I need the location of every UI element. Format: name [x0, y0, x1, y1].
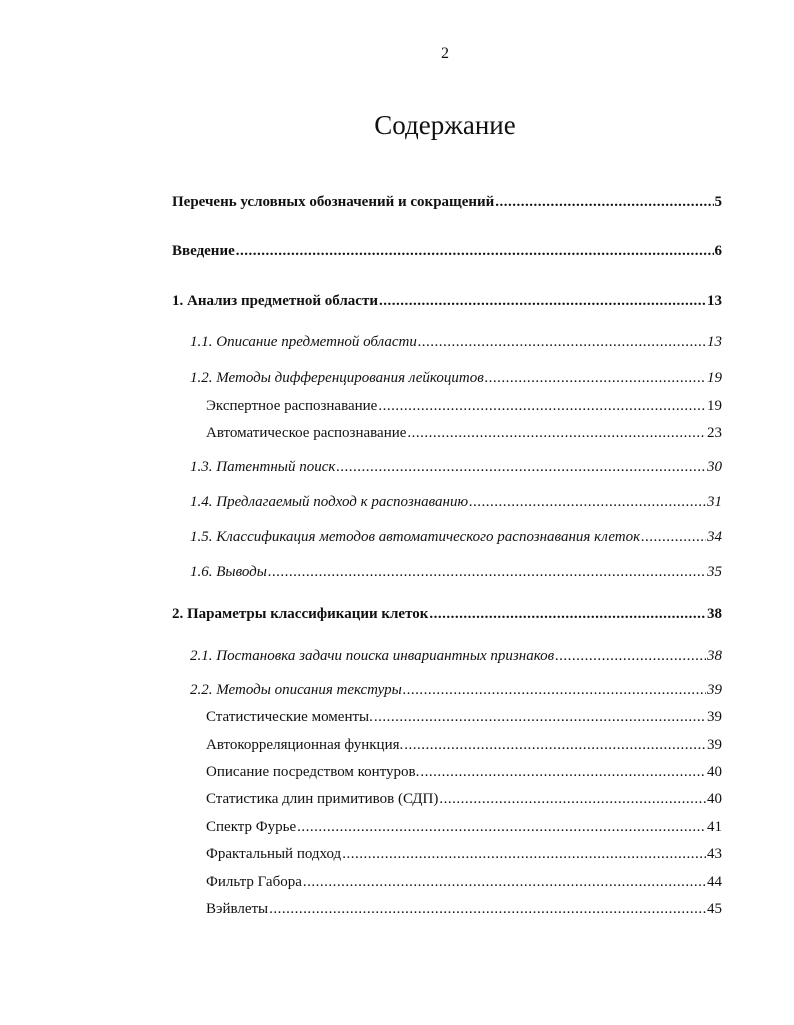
toc-entry-page: 13: [707, 334, 722, 350]
dot-leader: [404, 736, 706, 754]
dot-leader: [303, 873, 706, 891]
toc-entry-title: 1.6. Выводы: [190, 564, 267, 580]
dot-leader: [269, 900, 706, 918]
toc-entry-page: 23: [707, 425, 722, 441]
toc-entry-page: 19: [707, 370, 722, 386]
dot-leader: [342, 845, 706, 863]
toc-entry[interactable]: [172, 292, 722, 310]
toc-entry-title: Автокорреляционная функция.: [206, 737, 404, 753]
toc-entry[interactable]: [206, 900, 722, 918]
dot-leader: [495, 193, 713, 211]
toc-entry-title: 1. Анализ предметной области: [172, 293, 378, 309]
toc-entry[interactable]: [190, 563, 722, 581]
dot-leader: [469, 493, 706, 511]
toc-entry-page: 38: [707, 648, 722, 664]
toc-entry-title: Статистика длин примитивов (СДП): [206, 791, 439, 807]
toc-entry-page: 39: [707, 709, 722, 725]
dot-leader: [420, 763, 706, 781]
toc-entry[interactable]: [190, 681, 722, 699]
toc-entry[interactable]: [206, 708, 722, 726]
toc-entry[interactable]: [206, 736, 722, 754]
dot-leader: [418, 333, 706, 351]
toc-entry-title: 2.2. Методы описания текстуры: [190, 682, 402, 698]
toc-entry[interactable]: [206, 424, 722, 442]
dot-leader: [641, 528, 706, 546]
toc-entry[interactable]: [172, 242, 722, 260]
toc-entry-page: 40: [707, 791, 722, 807]
toc-entry[interactable]: [190, 369, 722, 387]
toc-entry[interactable]: [206, 790, 722, 808]
toc-entry-title: 1.1. Описание предметной области: [190, 334, 417, 350]
toc-entry[interactable]: [190, 333, 722, 351]
dot-leader: [268, 563, 706, 581]
toc-entry-title: Описание посредством контуров.: [206, 764, 420, 780]
toc-entry-page: 13: [707, 293, 722, 309]
toc-entry-page: 40: [707, 764, 722, 780]
toc-entry-title: 2.1. Постановка задачи поиска инвариантных признаков: [190, 648, 555, 664]
dot-leader: [439, 790, 706, 808]
toc-entry-page: 43: [707, 846, 722, 862]
dot-leader: [236, 242, 714, 260]
toc-entry-title: 1.5. Классификация методов автоматического распознавания клеток: [190, 529, 641, 545]
toc-entry-page: 35: [707, 564, 722, 580]
toc-entry-page: 6: [714, 243, 722, 259]
toc-entry[interactable]: [190, 458, 722, 476]
toc-entry-title: 1.2. Методы дифференцирования лейкоцитов: [190, 370, 484, 386]
page-number: 2: [441, 45, 449, 62]
toc-entry-title: Введение: [172, 243, 235, 259]
toc-entry-title: 1.4. Предлагаемый подход к распознаванию: [190, 494, 469, 510]
toc-entry-title: Спектр Фурье: [206, 819, 297, 835]
toc-entry[interactable]: [190, 647, 722, 665]
toc-entry-title: Фрактальный подход: [206, 846, 342, 862]
dot-leader: [374, 708, 706, 726]
toc-entry-page: 38: [707, 606, 722, 622]
toc-entry-title: Статистические моменты.: [206, 709, 373, 725]
page-title: Содержание: [374, 110, 516, 140]
toc-entry-page: 39: [707, 682, 722, 698]
toc-entry[interactable]: [206, 763, 722, 781]
toc-entry-title: 1.3. Патентный поиск: [190, 459, 336, 475]
toc-entry-page: 41: [707, 819, 722, 835]
toc-entry-page: 39: [707, 737, 722, 753]
toc-entry-page: 30: [707, 459, 722, 475]
toc-entry[interactable]: [206, 397, 722, 415]
dot-leader: [485, 369, 706, 387]
toc-entry[interactable]: [190, 493, 722, 511]
toc-entry-title: Фильтр Габора: [206, 874, 302, 890]
toc-entry[interactable]: [206, 873, 722, 891]
toc-entry-title: Вэйвлеты: [206, 901, 269, 917]
toc-entry-title: Экспертное распознавание: [206, 398, 378, 414]
toc-entry-page: 5: [714, 194, 722, 210]
dot-leader: [429, 605, 706, 623]
toc-entry-page: 31: [707, 494, 722, 510]
dot-leader: [297, 818, 706, 836]
toc-entry[interactable]: [206, 818, 722, 836]
dot-leader: [403, 681, 706, 699]
toc-entry[interactable]: [172, 605, 722, 623]
toc-entry[interactable]: [172, 193, 722, 211]
dot-leader: [378, 397, 706, 415]
dot-leader: [379, 292, 706, 310]
dot-leader: [555, 647, 706, 665]
toc-entry-page: 34: [707, 529, 722, 545]
toc-entry-page: 45: [707, 901, 722, 917]
toc-entry-page: 19: [707, 398, 722, 414]
toc-entry-title: Перечень условных обозначений и сокращений: [172, 194, 495, 210]
dot-leader: [336, 458, 706, 476]
toc-entry[interactable]: [190, 528, 722, 546]
toc-entry-title: Автоматическое распознавание: [206, 425, 407, 441]
toc-entry-page: 44: [707, 874, 722, 890]
toc-entry-title: 2. Параметры классификации клеток: [172, 606, 429, 622]
toc-entry[interactable]: [206, 845, 722, 863]
dot-leader: [407, 424, 706, 442]
